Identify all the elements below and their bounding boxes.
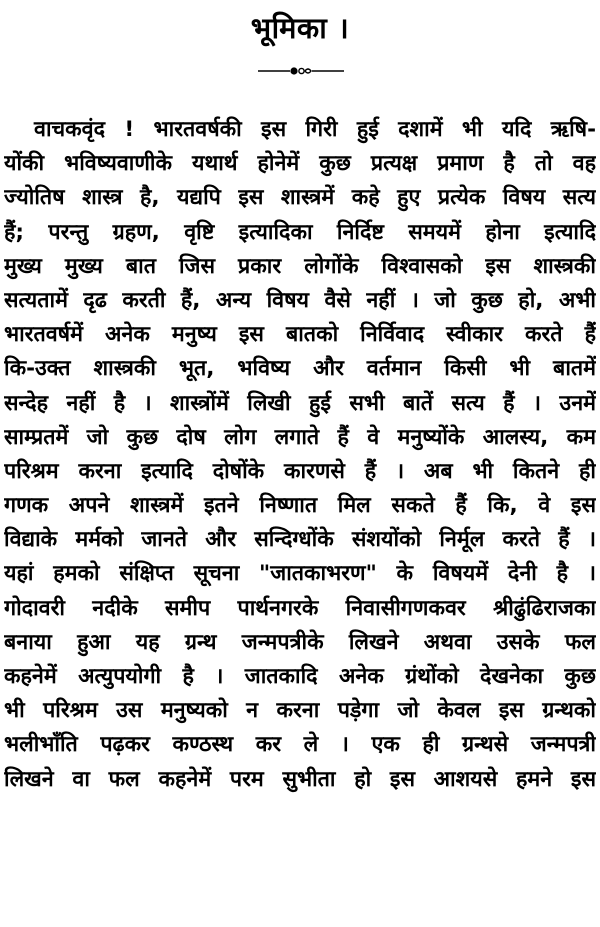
text-line: साम्प्रतमें जो कुछ दोष लोग लगाते हैं वे मनुष्योंके आलस्य, कम <box>4 424 596 450</box>
text-line: सत्यतामें दृढ करती हैं, अन्य विषय वैसे नहीं । जो कुछ हो, अभी <box>4 287 596 313</box>
text-line: हैं; परन्तु ग्रहण, वृष्टि इत्यादिका निर्दिष्ट समयमें होना इत्यादि <box>4 219 596 245</box>
text-line: वाचकवृंद ! भारतवर्षकी इस गिरी हुई दशामें भी यदि ऋषि- <box>34 117 596 142</box>
text-line: परिश्रम करना इत्यादि दोषोंके कारणसे हैं । अब भी कितने ही <box>4 458 596 484</box>
body-paragraph <box>4 113 596 797</box>
text-line: लिखने वा फल कहनेमें परम सुभीता हो इस आशयसे हमने इस <box>4 766 596 792</box>
text-line: बनाया हुआ यह ग्रन्थ जन्मपत्रीके लिखने अथवा उसके फल <box>4 629 596 655</box>
text-line: विद्याके मर्मको जानते और सन्दिग्धोंके संशयोंको निर्मूल करते हैं । <box>4 527 596 553</box>
text-line: मुख्य मुख्य बात जिस प्रकार लोगोंके विश्वासको इस शास्त्रकी <box>4 253 596 279</box>
text-line: यहां हमको संक्षिप्त सूचना "जातकाभरण" के विषयमें देनी है । <box>4 561 596 587</box>
text-line: ज्योतिष शास्त्र है, यद्यपि इस शास्त्रमें कहे हुए प्रत्येक विषय सत्य <box>4 185 596 211</box>
text-line: कि-उक्त शास्त्रकी भूत, भविष्य और वर्तमान किसी भी बातमें <box>4 356 596 382</box>
text-line: सन्देह नहीं है । शास्त्रोंमें लिखी हुई सभी बातें सत्य हैं । उनमें <box>4 390 596 416</box>
text-line: गणक अपने शास्त्रमें इतने निष्णात मिल सकते हैं कि, वे इस <box>4 493 596 519</box>
ornamental-divider-icon <box>258 62 344 80</box>
text-line: गोदावरी नदीके समीप पार्थनगरके निवासीगणकवर श्रीढुंढिराजका <box>4 595 596 621</box>
text-line: कहनेमें अत्युपयोगी है । जातकादि अनेक ग्रंथोंको देखनेका कुछ <box>4 664 596 689</box>
text-line: भलीभाँति पढ़कर कण्ठस्थ कर ले । एक ही ग्रन्थसे जन्मपत्री <box>4 732 596 758</box>
page-title: भूमिका । <box>250 11 350 45</box>
text-line: भी परिश्रम उस मनुष्यको न करना पड़ेगा जो केवल इस ग्रन्थको <box>4 698 596 724</box>
text-line: भारतवर्षमें अनेक मनुष्य इस बातको निर्विवाद स्वीकार करते हैं <box>4 322 596 348</box>
text-line: योंकी भविष्यवाणीके यथार्थ होनेमें कुछ प्रत्यक्ष प्रमाण है तो वह <box>4 151 596 177</box>
